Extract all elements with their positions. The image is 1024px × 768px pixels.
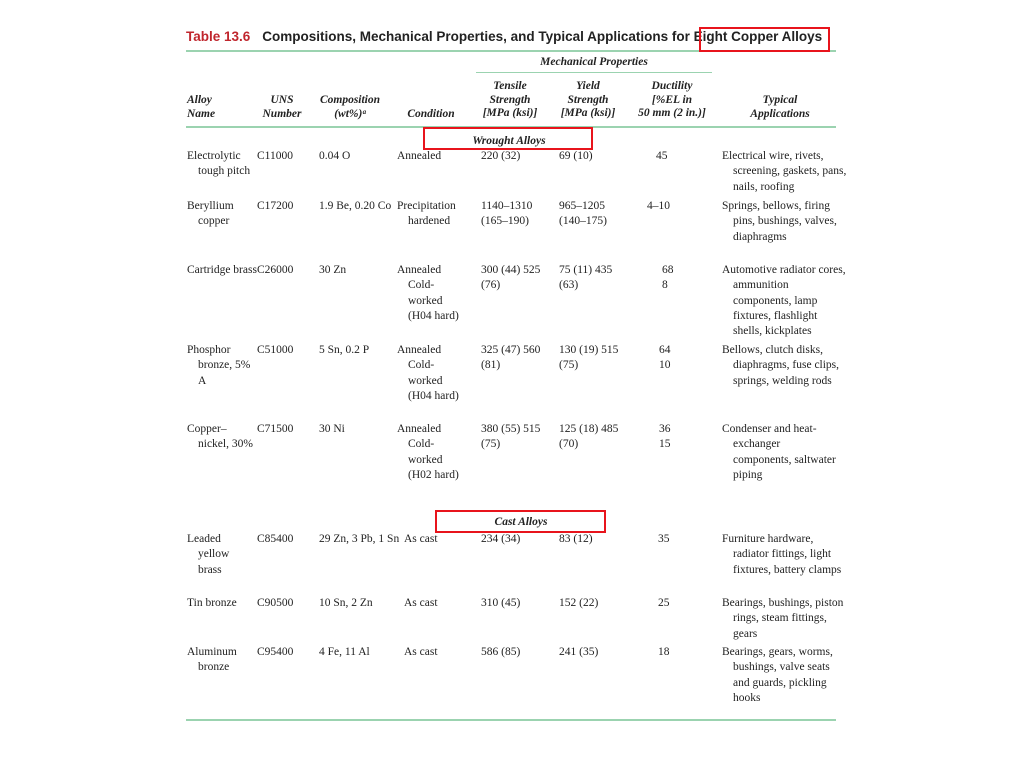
mech-props-underline [476,72,712,73]
row-5-ductility: 36 15 [659,423,671,451]
row-1-tensile: 220 (32) [481,150,521,162]
row-5-uns: C71500 [257,423,294,435]
row-2-applications: Springs, bellows, firing pins, bushings, valves, diaphragms [722,200,837,243]
row-2-name: Beryllium copper [187,200,234,228]
row-8-applications: Bearings, gears, worms, bushings, valve seats and guards, pickling hooks [722,646,833,704]
bottom-rule [186,719,836,721]
row-4-tensile: 325 (47) 560 (81) [481,344,541,372]
row-3-condition: Annealed Cold-worked (H04 hard) [397,264,459,322]
header-tensile-strength: Tensile Strength [MPa (ksi)] [482,80,538,119]
row-6-condition: As cast [404,533,438,545]
row-1-condition: Annealed [397,150,442,162]
row-4-composition: 5 Sn, 0.2 P [319,344,370,356]
row-2-condition: Precipitation hardened [397,200,456,228]
row-4-condition: Annealed Cold-worked (H04 hard) [397,344,459,402]
row-5-name: Copper– nickel, 30% [187,423,253,451]
row-8-yield: 241 (35) [559,646,599,658]
row-8-tensile: 586 (85) [481,646,521,658]
row-5-yield: 125 (18) 485 (70) [559,423,619,451]
row-3-name: Cartridge brass [187,264,257,276]
table-number: Table 13.6 [186,29,251,44]
row-5-tensile: 380 (55) 515 (75) [481,423,541,451]
row-1-applications: Electrical wire, rivets, screening, gaskets, pans, nails, roofing [722,150,847,193]
row-3-tensile: 300 (44) 525 (76) [481,264,541,292]
row-8-ductility: 18 [658,646,670,658]
row-1-ductility: 45 [656,150,668,162]
highlight-box-title [699,27,830,52]
header-alloy-name: Alloy Name [187,94,216,120]
section-wrought-alloys: Wrought Alloys [472,135,546,147]
row-4-uns: C51000 [257,344,294,356]
row-2-uns: C17200 [257,200,294,212]
table-title: Compositions, Mechanical Properties, and Typical Applications for Eight Copper Alloys [262,29,823,44]
header-mechanical-properties: Mechanical Properties [540,56,648,68]
row-4-name: Phosphor bronze, 5% A [187,344,251,387]
row-7-name: Tin bronze [187,597,237,609]
header-condition: Condition [407,108,455,120]
row-3-yield: 75 (11) 435 (63) [559,264,613,292]
row-3-uns: C26000 [257,264,294,276]
row-6-composition: 29 Zn, 3 Pb, 1 Sn [319,533,400,545]
row-3-applications: Automotive radiator cores, ammunition components, lamp fixtures, flashlight shells, kickplates [722,264,846,338]
row-8-composition: 4 Fe, 11 Al [319,646,370,658]
row-6-uns: C85400 [257,533,294,545]
section-cast-alloys: Cast Alloys [494,516,548,528]
row-3-ductility: 68 8 [662,264,674,292]
row-4-applications: Bellows, clutch disks, diaphragms, fuse clips, springs, welding rods [722,344,840,387]
row-7-uns: C90500 [257,597,294,609]
row-7-condition: As cast [404,597,438,609]
row-7-ductility: 25 [658,597,670,609]
row-3-composition: 30 Zn [319,264,347,276]
highlight-box-cast [435,510,606,533]
row-7-applications: Bearings, bushings, piston rings, steam fittings, gears [722,597,844,640]
row-8-condition: As cast [404,646,438,658]
row-6-ductility: 35 [658,533,670,545]
row-5-condition: Annealed Cold-worked (H02 hard) [397,423,459,481]
header-ductility: Ductility [%EL in 50 mm (2 in.)] [638,80,706,119]
row-8-uns: C95400 [257,646,294,658]
header-uns-number: UNS Number [262,94,302,120]
row-2-tensile: 1140–1310 (165–190) [481,200,533,228]
row-6-applications: Furniture hardware, radiator fittings, light fixtures, battery clamps [722,533,842,576]
row-5-composition: 30 Ni [319,423,345,435]
row-1-uns: C11000 [257,150,293,162]
highlight-box-wrought [423,127,593,150]
row-2-yield: 965–1205 (140–175) [559,200,607,228]
row-8-name: Aluminum bronze [187,646,237,674]
row-7-yield: 152 (22) [559,597,599,609]
row-7-composition: 10 Sn, 2 Zn [319,597,373,609]
row-6-yield: 83 (12) [559,533,593,545]
row-5-applications: Condenser and heat-exchanger components, saltwater piping [722,423,836,481]
row-1-yield: 69 (10) [559,150,593,162]
row-6-tensile: 234 (34) [481,533,521,545]
row-1-composition: 0.04 O [319,150,351,162]
row-1-name: Electrolytic tough pitch [187,150,251,178]
header-composition: Composition (wt%)ᵃ [319,94,381,120]
row-2-ductility: 4–10 [647,200,670,212]
row-7-tensile: 310 (45) [481,597,521,609]
row-2-composition: 1.9 Be, 0.20 Co [319,200,392,212]
row-6-name: Leaded yellow brass [187,533,230,576]
row-4-yield: 130 (19) 515 (75) [559,344,619,372]
header-typical-applications: Typical Applications [750,94,810,120]
row-4-ductility: 64 10 [659,344,671,372]
header-yield-strength: Yield Strength [MPa (ksi)] [560,80,616,119]
